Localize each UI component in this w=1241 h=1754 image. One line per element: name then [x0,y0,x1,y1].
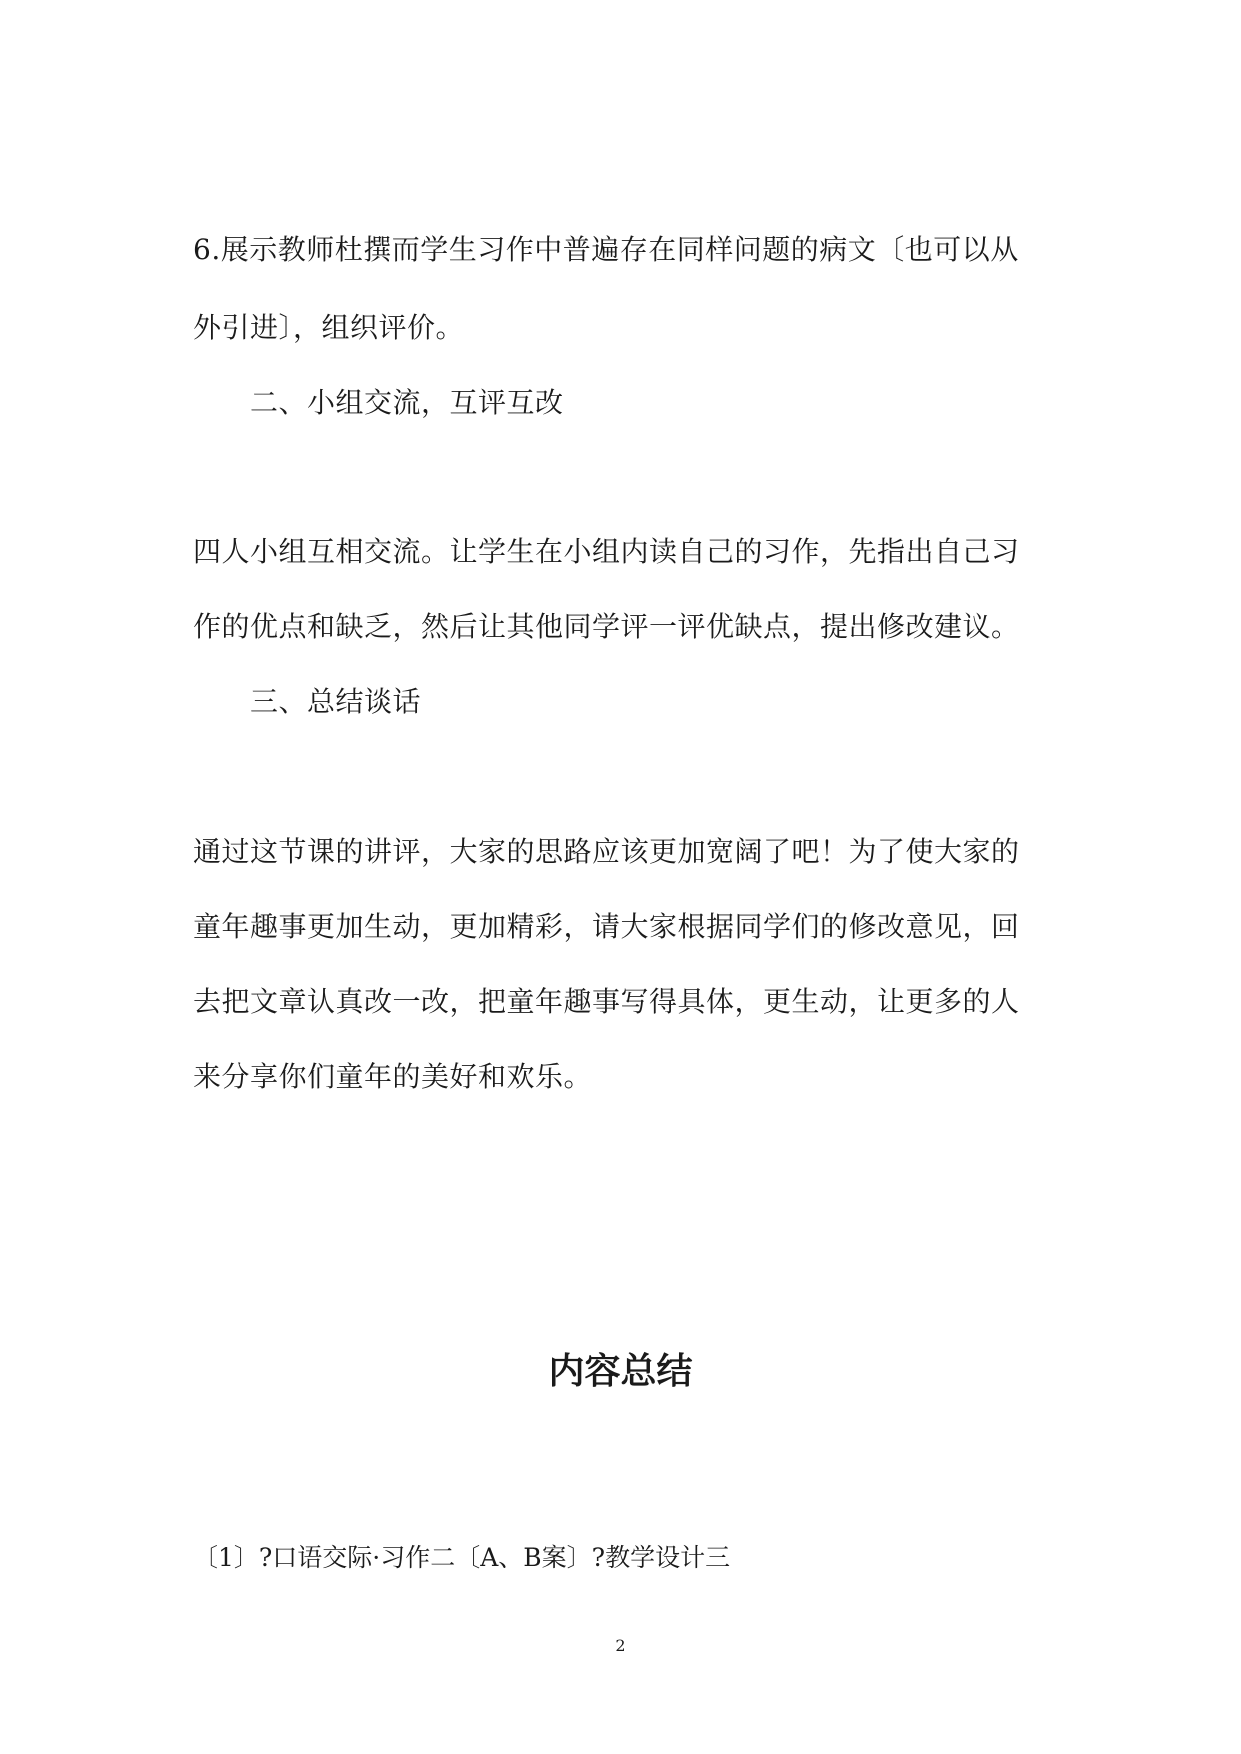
body-line-7: 去把文章认真改一改，把童年趣事写得具体，更生动，让更多的人 [193,985,1020,1018]
body-line-3: 四人小组互相交流。让学生在小组内读自己的习作，先指出自己习 [193,535,1020,568]
summary-item: 〔1〕?口语交际·习作二〔A、B案〕?教学设计三 [193,1543,731,1572]
body-line-1: 6.展示教师杜撰而学生习作中普遍存在同样问题的病文〔也可以从 [193,233,1019,266]
section-heading-summary-talk: 三、总结谈话 [250,685,422,718]
body-line-8: 来分享你们童年的美好和欢乐。 [193,1060,593,1093]
body-line-5: 通过这节课的讲评，大家的思路应该更加宽阔了吧！为了使大家的 [193,835,1020,868]
body-line-6: 童年趣事更加生动，更加精彩，请大家根据同学们的修改意见，回 [193,910,1020,943]
section-heading-group-exchange: 二、小组交流，互评互改 [250,386,564,419]
page-number: 2 [615,1636,626,1655]
body-line-4: 作的优点和缺乏，然后让其他同学评一评优缺点，提出修改建议。 [193,610,1020,643]
content-summary-title: 内容总结 [548,1351,693,1392]
body-line-2: 外引进〕，组织评价。 [193,311,465,344]
